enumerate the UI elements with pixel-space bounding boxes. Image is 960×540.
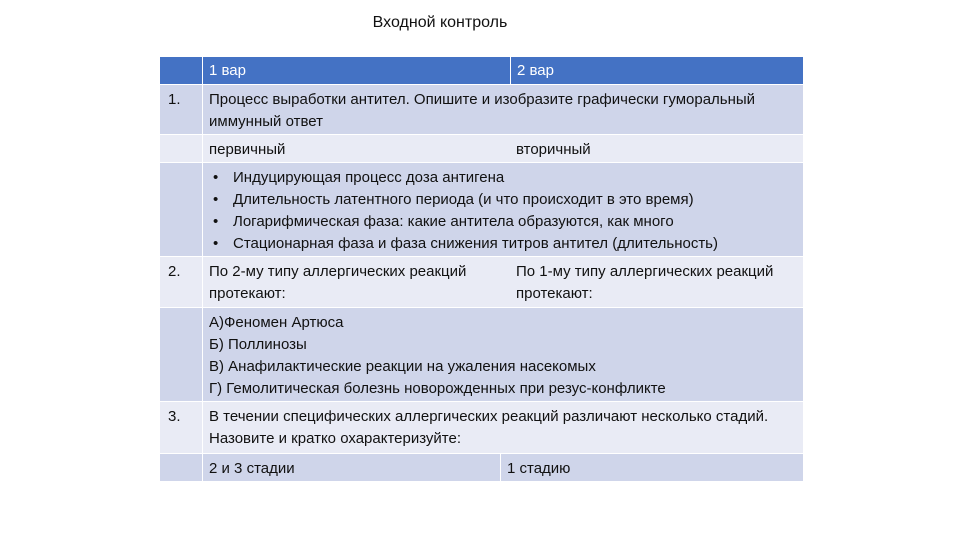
q2-right: По 1-му типу аллергических реакций протекают: <box>510 257 803 307</box>
q1-right: вторичный <box>510 135 803 162</box>
header-row <box>160 57 803 85</box>
q3-right: 1 стадию <box>500 454 803 481</box>
q1-bullets-cell <box>202 163 803 256</box>
q2-number: 2. <box>160 257 202 307</box>
list-item: Б) Поллинозы <box>209 336 307 353</box>
list-item: • Логарифмическая фаза: какие антитела образуются, как много <box>209 211 797 233</box>
q1-bullets-num <box>160 163 202 256</box>
q3-sub-row <box>160 454 803 482</box>
q2-row <box>160 257 803 308</box>
q3-sub-num <box>160 454 202 481</box>
q2-options-num <box>160 308 202 401</box>
q1-bullet-list <box>209 167 797 255</box>
list-item: • Длительность латентного периода (и что происходит в это время) <box>209 189 797 211</box>
q1-left: первичный <box>202 135 510 162</box>
header-num-cell <box>160 57 202 84</box>
q2-left: По 2-му типу аллергических реакций протекают: <box>202 257 510 307</box>
q1-number: 1. <box>160 85 202 134</box>
q1-text: Процесс выработки антител. Опишите и изобразите графически гуморальный иммунный ответ <box>202 85 803 134</box>
list-item: А)Феномен Артюса <box>209 314 344 331</box>
page-title: Входной контроль <box>372 14 508 31</box>
header-col2: 2 вар <box>510 57 803 84</box>
q1-sub-row <box>160 135 803 163</box>
header-col1: 1 вар <box>202 57 510 84</box>
q1-row <box>160 85 803 135</box>
q3-number: 3. <box>160 402 202 453</box>
q1-sub-num <box>160 135 202 162</box>
q2-options-cell <box>202 308 803 401</box>
q1-bullets-row <box>160 163 803 257</box>
test-table <box>160 57 803 482</box>
q3-left: 2 и 3 стадии <box>202 454 500 481</box>
q3-text: В течении специфических аллергических реакций различают несколько стадий. Назовите и кратко охарактеризуйте: <box>202 402 803 453</box>
list-item: • Стационарная фаза и фаза снижения титров антител (длительность) <box>209 233 797 255</box>
q3-row <box>160 402 803 454</box>
list-item: • Индуцирующая процесс доза антигена <box>209 167 797 189</box>
q2-options-row <box>160 308 803 402</box>
list-item: В) Анафилактические реакции на ужаления насекомых <box>209 358 596 375</box>
list-item: Г) Гемолитическая болезнь новорожденных при резус-конфликте <box>209 380 666 397</box>
